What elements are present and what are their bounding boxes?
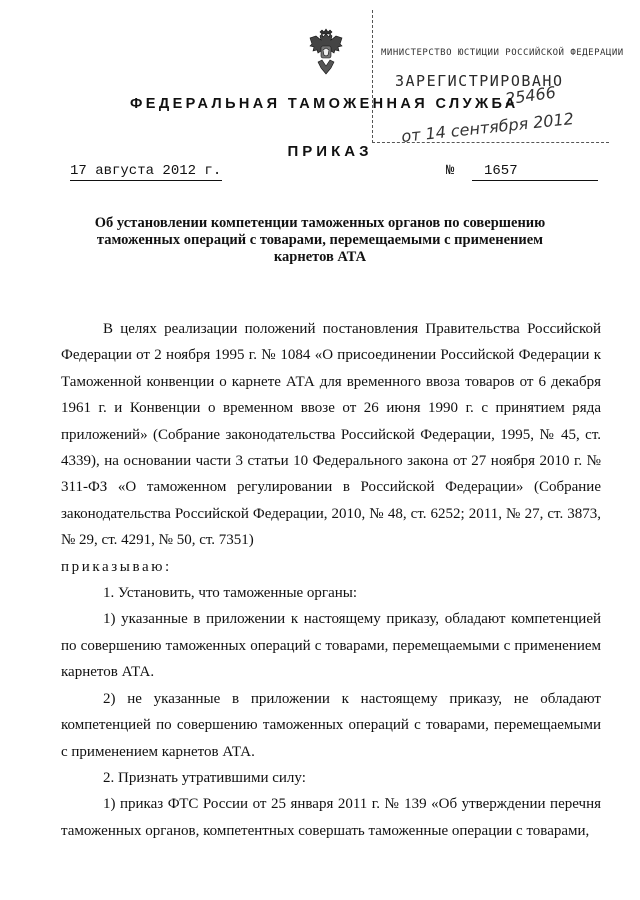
item-1: 1. Установить, что таможенные органы: bbox=[103, 585, 358, 602]
order-date-underline bbox=[70, 180, 222, 181]
preamble-text: В целях реализации положений постановления Правительства Российской Федерации от 2 ноября 1995 г. № 1084 «О присоединении Российской Федерации к Таможенной конвенции о карнете АТА для временного ввоза товаров от 6 декабря 1961 г. и Конвенции о временном ввозе от 26 июня 1990 г. с принятием ряда приложений» (Собрание законодательства Российской Федерации, 1995, № 45, ст. 4339), на основании части 3 статьи 10 Федерального закона от 27 ноября 2010 г. № 311-ФЗ «О таможенном регулировании в Российской Федерации» (Собрание законодательства Российской Федерации, 2010, № 48, ст. 6252; 2011, № 27, ст. 3873, № 29, ст. 4291, № 50, ст. 7351) bbox=[61, 321, 601, 549]
coat-of-arms-icon bbox=[306, 28, 346, 76]
order-verb: приказываю: bbox=[61, 558, 172, 575]
subject-line-2: таможенных операций с товарами, перемещаемыми с применением bbox=[96, 232, 544, 248]
order-date: 17 августа 2012 г. bbox=[70, 163, 222, 179]
registration-stamp bbox=[372, 10, 624, 146]
stamp-registered: ЗАРЕГИСТРИРОВАНО bbox=[395, 72, 564, 90]
order-number-sign: № bbox=[446, 163, 455, 179]
stamp-ministry: МИНИСТЕРСТВО ЮСТИЦИИ РОССИЙСКОЙ ФЕДЕРАЦИИ bbox=[381, 48, 624, 58]
stamp-reg-number: 25466 bbox=[503, 82, 557, 109]
order-number-underline bbox=[472, 180, 598, 181]
order-body bbox=[61, 316, 601, 844]
item-2: 2. Признать утратившими силу: bbox=[103, 769, 306, 786]
order-number: 1657 bbox=[484, 163, 518, 179]
preamble-paragraph bbox=[61, 316, 601, 554]
item-1-2: 2) не указанные в приложении к настоящему приказу, не обладают компетенцией по совершению таможенных операций с товарами, перемещаемыми с применением карнетов АТА. bbox=[61, 690, 601, 760]
item-1-1: 1) указанные в приложении к настоящему приказу, обладают компетенцией по совершению таможенных операций с товарами, перемещаемыми с применением карнетов АТА. bbox=[61, 611, 601, 681]
stamp-reg-date: от 14 сентября 2012 bbox=[400, 109, 575, 146]
item-2-1: 1) приказ ФТС России от 25 января 2011 г. № 139 «Об утверждении перечня таможенных органов, компетентных совершать таможенные операции с товарами, bbox=[61, 796, 601, 839]
subject-line-1: Об установлении компетенции таможенных органов по совершению bbox=[94, 215, 546, 231]
order-title: ПРИКАЗ bbox=[287, 143, 373, 160]
agency-name: ФЕДЕРАЛЬНАЯ ТАМОЖЕННАЯ СЛУЖБА bbox=[130, 96, 519, 112]
order-subject bbox=[80, 215, 560, 266]
order-verb-paragraph bbox=[61, 554, 601, 580]
subject-line-3: карнетов АТА bbox=[273, 249, 367, 265]
